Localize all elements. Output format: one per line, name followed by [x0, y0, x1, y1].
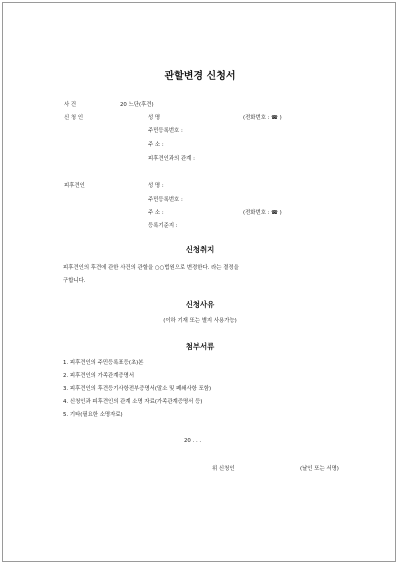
applicant-phone-label: (전화번호 : ☎ ) — [243, 115, 282, 121]
purpose-heading: 신청취지 — [185, 245, 215, 254]
page-border — [2, 2, 396, 562]
signature-applicant-label: 위 신청인 — [212, 466, 235, 472]
purpose-text-line2: 구합니다. — [63, 278, 86, 284]
ward-address-label: 주 소 : — [148, 210, 164, 216]
reason-heading: 신청사유 — [185, 300, 215, 309]
attachment-item: 4. 신청인과 피후견인의 관계 소명 자료(가족관계증명서 등) — [63, 399, 203, 405]
attachment-item: 1. 피후견인의 주민등록표등(초)본 — [63, 360, 144, 366]
attachment-item: 3. 피후견인의 후견등기사항전부증명서(말소 및 폐쇄사항 포함) — [63, 386, 212, 392]
ward-registry-label: 등록기준지 : — [148, 223, 178, 229]
signature-seal-note: (날인 또는 서명) — [300, 466, 339, 472]
applicant-relation-label: 피후견인과의 관계 : — [148, 156, 195, 162]
date-line: 20 . . . — [184, 438, 202, 444]
ward-name-label: 성 명 : — [148, 183, 164, 189]
applicant-name-label: 성 명 — [148, 115, 161, 121]
ward-phone-label: (전화번호 : ☎ ) — [243, 210, 282, 216]
ward-label: 피후견인 — [64, 183, 85, 189]
ward-rrn-label: 주민등록번호 : — [148, 197, 183, 203]
reason-text: (이하 기재 또는 별지 사용가능) — [163, 318, 237, 324]
case-label: 사 건 — [64, 102, 77, 108]
applicant-label: 신 청 인 — [64, 115, 84, 121]
attachments-heading: 첨부서류 — [185, 342, 215, 351]
applicant-address-label: 주 소 : — [148, 142, 164, 148]
case-number: 20 느단(후견) — [120, 102, 154, 108]
purpose-text-line1: 피후견인의 후견에 관한 사건의 관할을 ○○법원으로 변경한다. 라는 결정을 — [63, 265, 239, 271]
attachment-item: 2. 피후견인의 가족관계증명서 — [63, 373, 135, 379]
applicant-rrn-label: 주민등록번호 : — [148, 128, 183, 134]
page-title: 관할변경 신청서 — [164, 71, 236, 82]
attachment-item: 5. 기타(필요한 소명자료) — [63, 412, 123, 418]
